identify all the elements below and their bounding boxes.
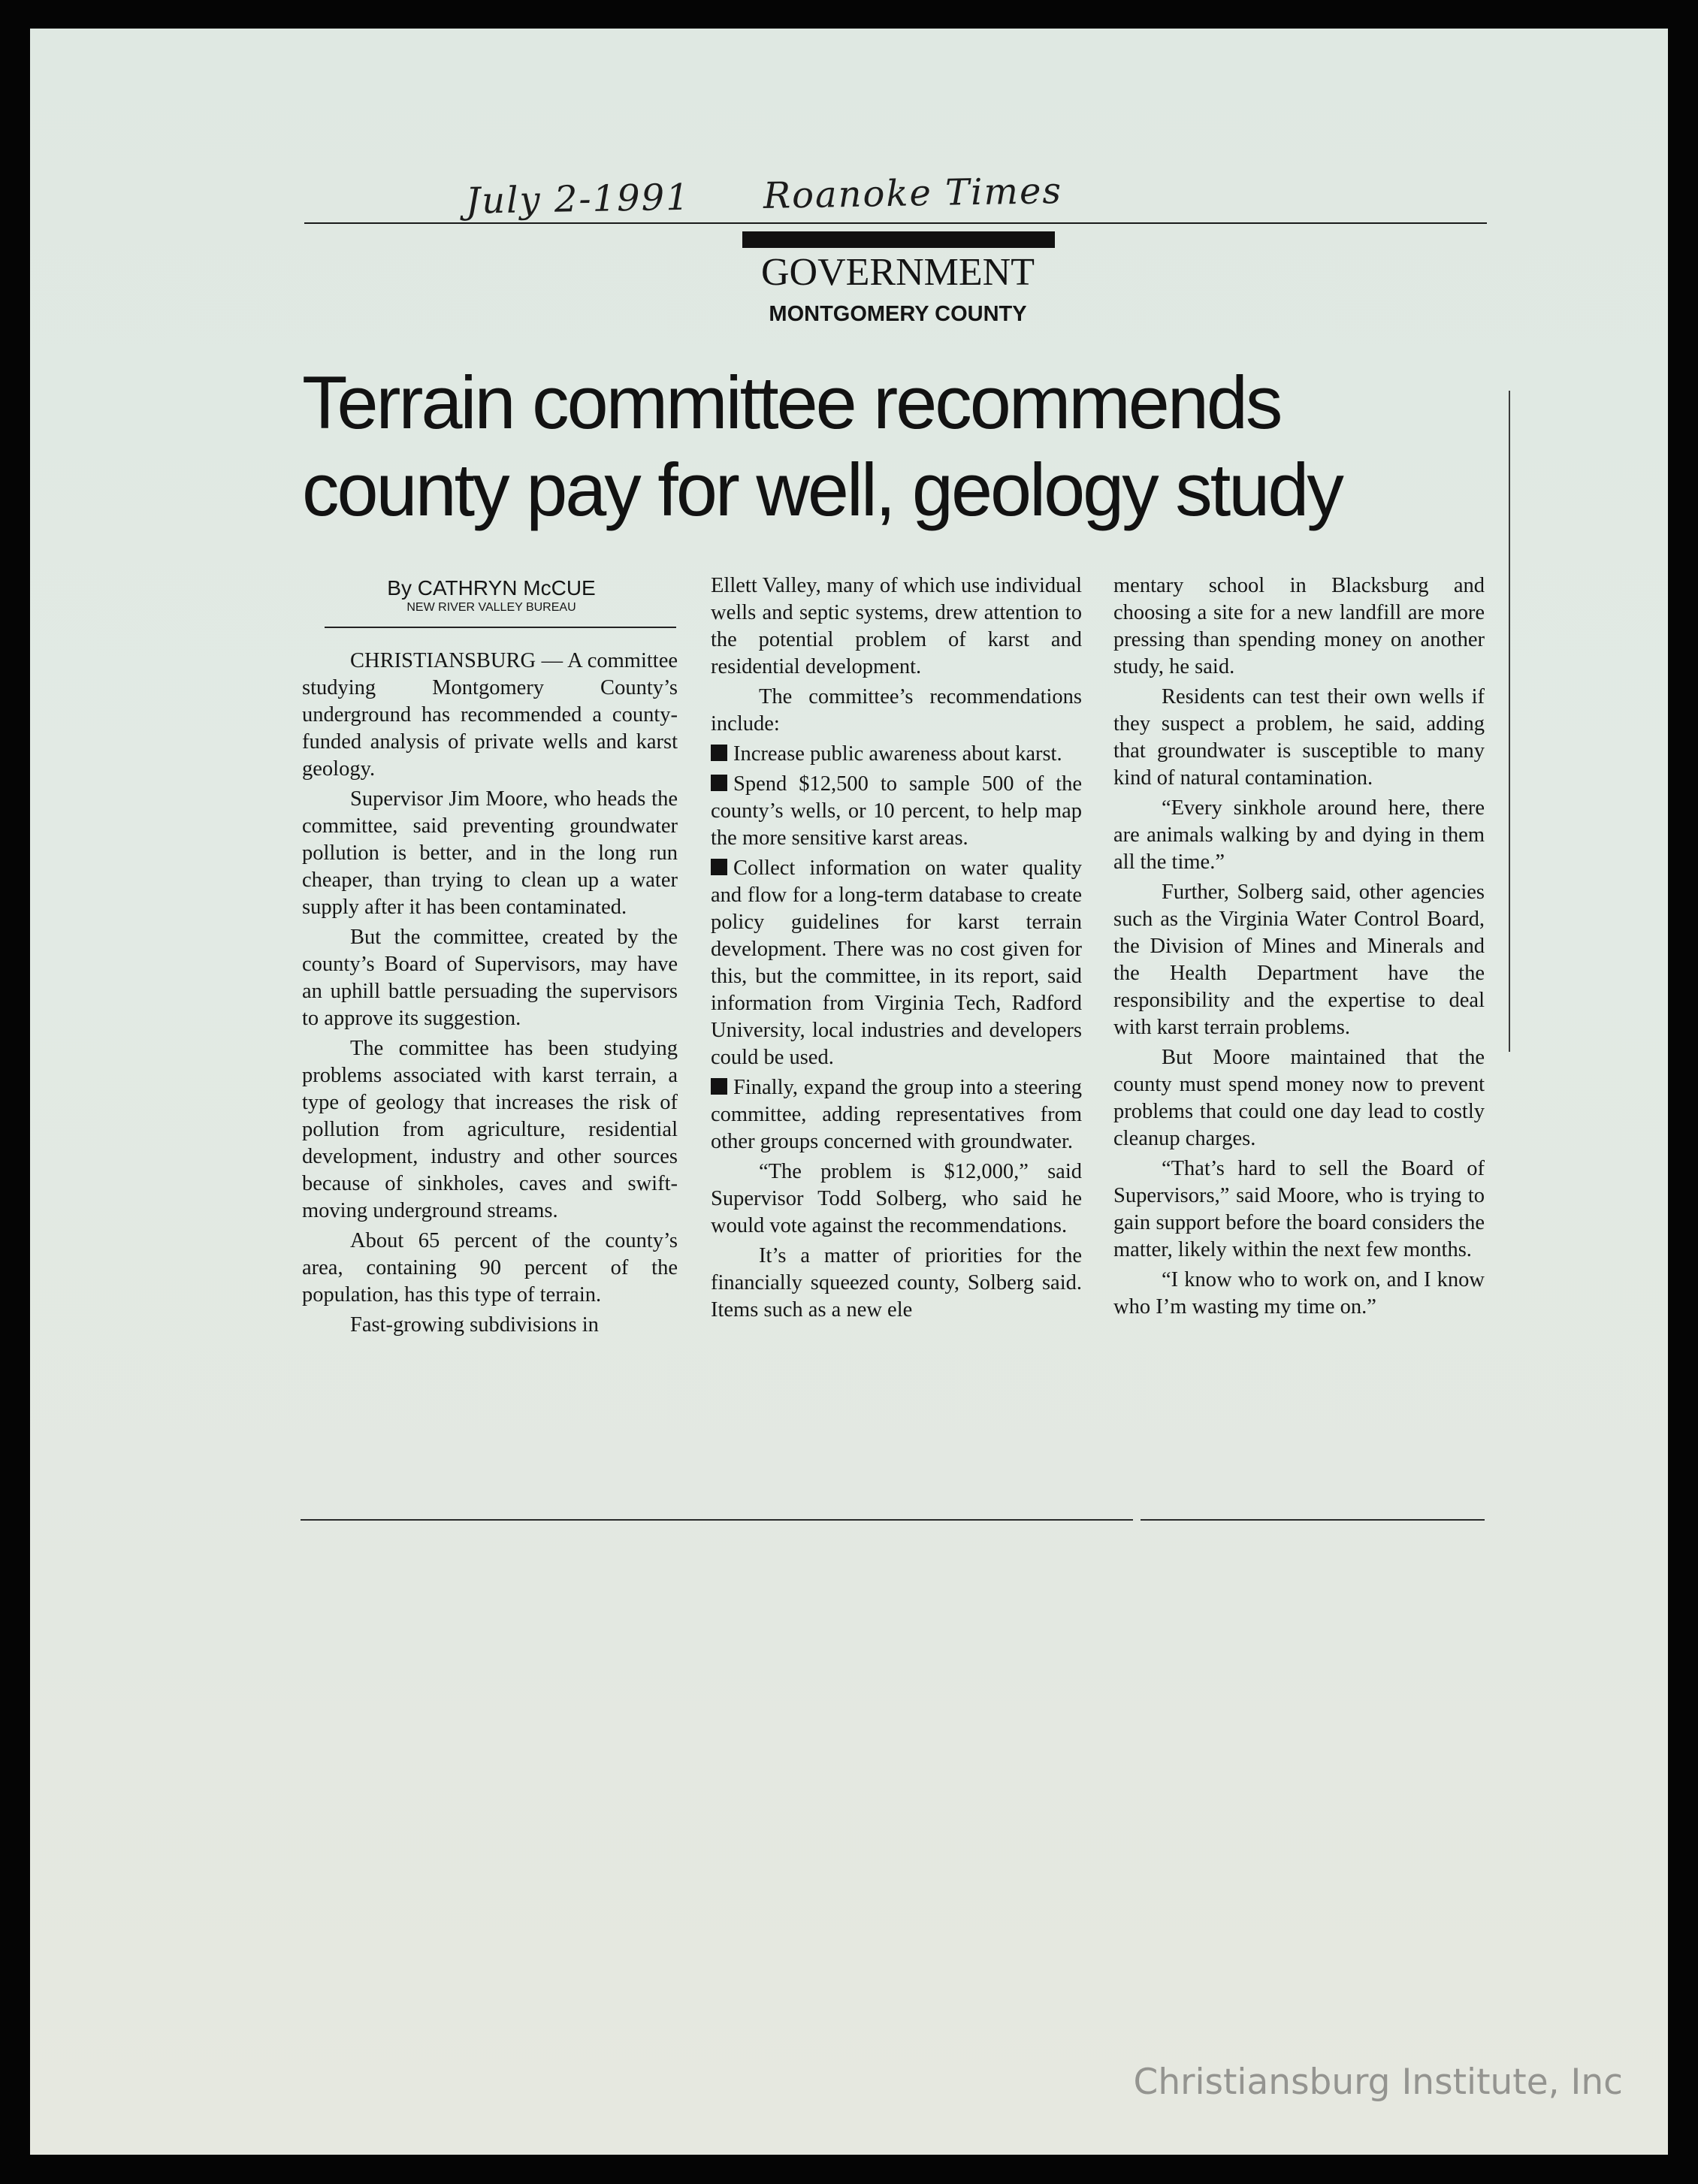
byline-bureau: NEW RIVER VALLEY BUREAU — [406, 601, 576, 614]
recommendation-text: Collect information on water quality and flow for a long-term database to create policy guidelines for karst terrain development. There was no cost given for this, but the committee, in its report, said information from Virginia Tech, Radford University, local industries and developers could be used. — [711, 856, 1082, 1069]
bullet-square-icon — [711, 745, 727, 761]
article-paragraph: “The problem is $12,000,” said Supervisor Todd Solberg, who said he would vote against the recommendations. — [711, 1160, 1082, 1237]
section-bar — [742, 231, 1055, 248]
article-paragraph: But the committee, created by the county’s Board of Supervisors, may have an uphill battle persuading the supervisors to approve its suggestion. — [302, 926, 678, 1030]
recommendation-text: Increase public awareness about karst. — [733, 742, 1062, 766]
article-paragraph: About 65 percent of the county’s area, containing 90 percent of the population, has this type of terrain. — [302, 1229, 678, 1306]
article-paragraph: Further, Solberg said, other agencies such as the Virginia Water Control Board, the Division of Mines and Minerals and the Health Department have the responsibility and the expertise to deal with karst terrain problems. — [1113, 881, 1485, 1039]
handwritten-source: Roanoke Times — [763, 169, 1063, 217]
article-paragraph: But Moore maintained that the county must spend money now to prevent problems that could one day lead to costly cleanup charges. — [1113, 1046, 1485, 1150]
bullet-square-icon — [711, 1078, 727, 1095]
recommendation-item — [711, 855, 1082, 1071]
column-edge-line — [1509, 391, 1510, 1052]
headline-line-2: county pay for well, geology study — [302, 448, 1342, 531]
recommendation-item — [711, 771, 1082, 852]
article-paragraph: It’s a matter of priorities for the financially squeezed county, Solberg said. Items such as a new ele — [711, 1244, 1082, 1322]
recommendation-text: Spend $12,500 to sample 500 of the county’s wells, or 10 percent, to help map the more sensitive karst areas. — [711, 772, 1082, 850]
byline-author: By CATHRYN McCUE — [387, 576, 596, 600]
recommendation-item — [711, 741, 1082, 768]
recommendation-text: Finally, expand the group into a steering committee, adding representatives from other groups concerned with groundwater. — [711, 1076, 1082, 1153]
bullet-square-icon — [711, 859, 727, 875]
bottom-rule-right — [1141, 1519, 1485, 1521]
article-paragraph: Residents can test their own wells if they suspect a problem, he said, adding that groundwater is susceptible to many kind of natural contamination. — [1113, 685, 1485, 790]
article-paragraph: The committee’s recommendations include: — [711, 685, 1082, 736]
article-paragraph: Fast-growing subdivisions in — [350, 1313, 599, 1337]
byline-rule — [325, 627, 676, 628]
article-column-1 — [302, 648, 678, 1342]
headline-line-1: Terrain committee recommends — [302, 361, 1281, 444]
article-paragraph: mentary school in Blacksburg and choosing a site for a new landfill are more pressing than spending money on another study, he said. — [1113, 574, 1485, 678]
bottom-rule-left — [301, 1519, 1133, 1521]
article-column-3 — [1113, 572, 1485, 1324]
article-paragraph: “That’s hard to sell the Board of Supervisors,” said Moore, who is trying to gain support before the board considers the matter, likely within the next few months. — [1113, 1157, 1485, 1261]
handwritten-date: July 2-1991 — [465, 176, 691, 222]
article-paragraph: “I know who to work on, and I know who I’m wasting my time on.” — [1113, 1268, 1485, 1319]
article-paragraph: CHRISTIANSBURG — A committee studying Montgomery County’s underground has recommended a county-funded analysis of private wells and karst geology. — [302, 649, 678, 781]
headline — [302, 359, 1504, 533]
top-rule — [304, 222, 1487, 224]
article-column-2 — [711, 572, 1082, 1327]
article-paragraph: The committee has been studying problems associated with karst terrain, a type of geology that increases the risk of pollution from agriculture, residential development, industry and other sources because of sinkholes, caves and swift-moving underground streams. — [302, 1037, 678, 1222]
article-paragraph: Supervisor Jim Moore, who heads the committee, said preventing groundwater pollution is better, and in the long run cheaper, than trying to clean up a water supply after it has been contaminated. — [302, 787, 678, 919]
recommendation-item — [711, 1074, 1082, 1155]
byline — [304, 575, 679, 615]
section-title: GOVERNMENT — [761, 251, 1035, 294]
archive-watermark: Christiansburg Institute, Inc — [1133, 2062, 1623, 2103]
article-paragraph: “Every sinkhole around here, there are animals walking by and dying in them all the time.” — [1113, 796, 1485, 874]
bullet-square-icon — [711, 775, 727, 791]
section-subtitle: MONTGOMERY COUNTY — [769, 302, 1027, 326]
article-paragraph: Ellett Valley, many of which use individual wells and septic systems, drew attention to the potential problem of karst and residential development. — [711, 574, 1082, 678]
